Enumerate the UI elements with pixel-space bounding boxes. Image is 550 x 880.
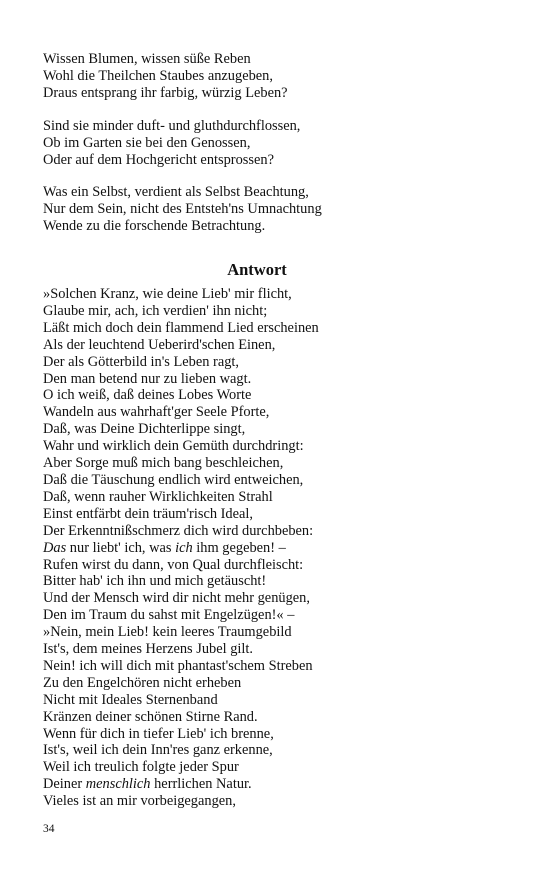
verse-line: Sind sie minder duft- und gluthdurchflossen, bbox=[43, 117, 301, 134]
verse-line: Wohl die Theilchen Staubes anzugeben, bbox=[43, 67, 273, 84]
verse-text: Deiner bbox=[43, 776, 86, 793]
poem-title: Antwort bbox=[227, 260, 287, 279]
stanza bbox=[43, 51, 513, 102]
verse-line bbox=[43, 776, 513, 793]
verse-line: Wende zu die forschende Betrachtung. bbox=[43, 218, 266, 235]
verse-line: »Nein, mein Lieb! kein leeres Traumgebild bbox=[43, 624, 292, 641]
verse-line: Glaube mir, ach, ich verdien' ihn nicht; bbox=[43, 302, 268, 319]
verse-text: ihm gegeben! – bbox=[192, 539, 286, 556]
emphasis: ich bbox=[175, 539, 193, 556]
verse-line: Ist's, weil ich dein Inn'res ganz erkenne, bbox=[43, 742, 273, 759]
verse-line: Daß, was Deine Dichterlippe singt, bbox=[43, 421, 246, 438]
verse-line: Den man betend nur zu lieben wagt. bbox=[43, 370, 252, 387]
verse-line: Zu den Engelchören nicht erheben bbox=[43, 674, 242, 691]
verse-line: Rufen wirst du dann, von Qual durchfleischt: bbox=[43, 556, 304, 573]
verse-line: Nicht mit Ideales Sternenband bbox=[43, 691, 218, 708]
stanza bbox=[43, 184, 513, 235]
verse-text: herrlichen Natur. bbox=[150, 776, 252, 793]
verse-line: Was ein Selbst, verdient als Selbst Beachtung, bbox=[43, 184, 309, 201]
verse-line bbox=[43, 540, 513, 557]
verse-line: Und der Mensch wird dir nicht mehr genügen, bbox=[43, 590, 310, 607]
opening-stanzas bbox=[43, 51, 513, 251]
verse-line: Weil ich treulich folgte jeder Spur bbox=[43, 759, 239, 776]
verse-line: Der als Götterbild in's Leben ragt, bbox=[43, 353, 240, 370]
verse-line: Ist's, dem meines Herzens Jubel gilt. bbox=[43, 641, 254, 658]
page-number: 34 bbox=[43, 823, 55, 835]
verse-line: Der Erkenntnißschmerz dich wird durchbeben: bbox=[43, 522, 314, 539]
stanza bbox=[43, 118, 513, 169]
verse-line: Ob im Garten sie bei den Genossen, bbox=[43, 134, 251, 151]
verse-line: Vieles ist an mir vorbeigegangen, bbox=[43, 793, 236, 810]
verse-line: Wenn für dich in tiefer Lieb' ich brenne, bbox=[43, 725, 274, 742]
verse-line: Einst entfärbt dein träum'risch Ideal, bbox=[43, 505, 253, 522]
verse-line: Kränzen deiner schönen Stirne Rand. bbox=[43, 708, 258, 725]
verse-line: O ich weiß, daß deines Lobes Worte bbox=[43, 387, 252, 404]
verse-line: Daß, wenn rauher Wirklichkeiten Strahl bbox=[43, 488, 273, 505]
verse-line: Den im Traum du sahst mit Engelzügen!« – bbox=[43, 607, 295, 624]
emphasis: Das bbox=[43, 539, 67, 556]
verse-line: Wissen Blumen, wissen süße Reben bbox=[43, 51, 251, 67]
verse-line: Nein! ich will dich mit phantast'schem Streben bbox=[43, 657, 313, 674]
verse-line: Bitter hab' ich ihn und mich getäuscht! bbox=[43, 573, 267, 590]
verse-line: Nur dem Sein, nicht des Entsteh'ns Umnachtung bbox=[43, 201, 322, 218]
verse-line: Läßt mich doch dein flammend Lied erscheinen bbox=[43, 319, 319, 336]
verse-text: nur liebt' ich, was bbox=[66, 539, 176, 556]
verse-line: Wahr und wirklich dein Gemüth durchdringt: bbox=[43, 438, 304, 455]
verse-line: Draus entsprang ihr farbig, würzig Leben? bbox=[43, 84, 288, 101]
verse-line: Aber Sorge muß mich bang beschleichen, bbox=[43, 455, 284, 472]
verse-line: Als der leuchtend Ueberird'schen Einen, bbox=[43, 336, 276, 353]
verse-line: Wandeln aus wahrhaft'ger Seele Pforte, bbox=[43, 404, 270, 421]
verse-line: »Solchen Kranz, wie deine Lieb' mir flicht, bbox=[43, 286, 292, 302]
answer-poem bbox=[43, 286, 513, 810]
verse-line: Daß die Täuschung endlich wird entweichen, bbox=[43, 471, 304, 488]
emphasis: menschlich bbox=[85, 776, 151, 793]
verse-line: Oder auf dem Hochgericht entsprossen? bbox=[43, 151, 274, 168]
